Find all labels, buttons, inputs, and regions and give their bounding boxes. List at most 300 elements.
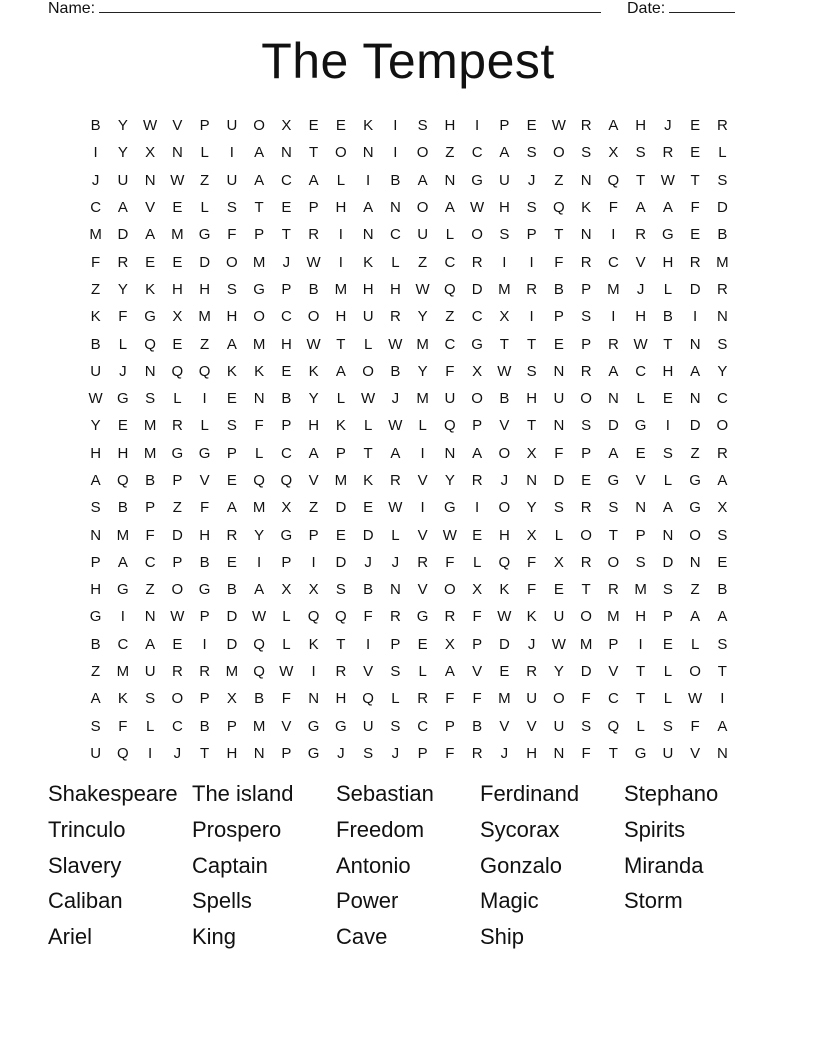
grid-letter[interactable]: P xyxy=(553,308,564,326)
grid-letter[interactable]: I xyxy=(638,635,643,653)
grid-letter[interactable]: W xyxy=(388,335,403,353)
grid-letter[interactable]: S xyxy=(581,717,592,735)
grid-letter[interactable]: C xyxy=(280,171,292,189)
grid-letter[interactable]: Z xyxy=(91,663,101,681)
grid-letter[interactable]: P xyxy=(145,499,156,517)
grid-letter[interactable]: O xyxy=(253,117,265,135)
grid-letter[interactable]: T xyxy=(363,444,373,462)
grid-letter[interactable]: R xyxy=(389,472,401,489)
grid-letter[interactable]: G xyxy=(335,717,347,735)
grid-letter[interactable]: H xyxy=(389,280,401,298)
grid-letter[interactable]: S xyxy=(335,581,346,599)
grid-letter[interactable]: I xyxy=(366,171,371,189)
grid-letter[interactable]: T xyxy=(527,417,537,435)
grid-letter[interactable]: K xyxy=(90,308,101,326)
grid-letter[interactable]: Z xyxy=(200,335,210,353)
grid-letter[interactable]: U xyxy=(526,690,538,708)
grid-letter[interactable]: F xyxy=(472,690,482,708)
grid-letter[interactable]: N xyxy=(253,390,265,408)
grid-letter[interactable]: Q xyxy=(253,663,265,681)
grid-letter[interactable]: L xyxy=(636,390,645,408)
grid-letter[interactable]: M xyxy=(334,472,348,489)
grid-letter[interactable]: Z xyxy=(91,280,101,298)
grid-letter[interactable]: I xyxy=(502,253,507,271)
grid-letter[interactable]: O xyxy=(689,663,701,681)
grid-letter[interactable]: H xyxy=(335,690,347,708)
grid-letter[interactable]: C xyxy=(280,444,292,462)
grid-letter[interactable]: C xyxy=(389,226,401,244)
grid-letter[interactable]: R xyxy=(580,253,592,271)
grid-letter[interactable]: K xyxy=(335,417,346,435)
grid-letter[interactable]: A xyxy=(145,635,156,653)
grid-letter[interactable]: V xyxy=(635,472,646,489)
grid-letter[interactable]: U xyxy=(144,663,156,681)
grid-letter[interactable]: A xyxy=(717,472,728,489)
grid-letter[interactable]: K xyxy=(363,253,374,271)
grid-letter[interactable]: W xyxy=(442,526,457,544)
grid-letter[interactable]: S xyxy=(526,144,537,162)
grid-letter[interactable]: W xyxy=(143,117,158,135)
grid-letter[interactable]: R xyxy=(580,499,592,517)
grid-letter[interactable]: F xyxy=(445,690,455,708)
grid-letter[interactable]: N xyxy=(362,144,374,162)
grid-letter[interactable]: Q xyxy=(117,472,129,489)
grid-letter[interactable]: G xyxy=(117,390,129,408)
grid-letter[interactable]: Q xyxy=(335,608,347,626)
grid-letter[interactable]: P xyxy=(172,553,183,571)
grid-letter[interactable]: P xyxy=(281,417,292,435)
grid-letter[interactable]: B xyxy=(717,581,728,599)
grid-letter[interactable]: O xyxy=(226,253,238,271)
grid-letter[interactable]: E xyxy=(335,117,346,135)
grid-letter[interactable]: R xyxy=(580,553,592,571)
grid-letter[interactable]: A xyxy=(608,117,619,135)
grid-letter[interactable]: D xyxy=(607,417,619,435)
grid-letter[interactable]: G xyxy=(198,226,211,244)
grid-letter[interactable]: A xyxy=(417,171,428,189)
grid-letter[interactable]: F xyxy=(690,717,700,735)
grid-letter[interactable]: B xyxy=(499,390,510,408)
grid-letter[interactable]: Z xyxy=(445,144,455,162)
grid-letter[interactable]: X xyxy=(472,581,483,599)
grid-letter[interactable]: Y xyxy=(117,144,128,162)
grid-letter[interactable]: N xyxy=(144,608,156,626)
grid-letter[interactable]: Z xyxy=(445,308,455,326)
grid-letter[interactable]: Y xyxy=(254,526,265,544)
grid-letter[interactable]: G xyxy=(471,171,483,189)
grid-letter[interactable]: R xyxy=(171,417,183,435)
grid-letter[interactable]: M xyxy=(607,280,620,298)
grid-letter[interactable]: B xyxy=(226,581,237,599)
grid-letter[interactable]: J xyxy=(91,171,100,189)
grid-letter[interactable]: T xyxy=(636,171,646,189)
grid-letter[interactable]: A xyxy=(117,553,128,571)
grid-letter[interactable]: U xyxy=(226,171,238,189)
grid-letter[interactable]: E xyxy=(117,417,128,435)
grid-letter[interactable]: Q xyxy=(498,553,511,571)
grid-letter[interactable]: N xyxy=(308,690,320,708)
grid-letter[interactable]: N xyxy=(580,226,592,244)
grid-letter[interactable]: T xyxy=(200,744,210,762)
grid-letter[interactable]: S xyxy=(662,444,673,462)
grid-letter[interactable]: Y xyxy=(117,117,128,135)
grid-letter[interactable]: S xyxy=(145,690,156,708)
grid-letter[interactable]: A xyxy=(90,472,101,489)
grid-letter[interactable]: G xyxy=(634,744,647,762)
grid-letter[interactable]: S xyxy=(717,335,728,353)
grid-letter[interactable]: T xyxy=(608,526,618,544)
grid-letter[interactable]: O xyxy=(362,362,374,380)
name-blank-line[interactable] xyxy=(99,0,601,13)
grid-letter[interactable]: S xyxy=(226,199,237,217)
grid-letter[interactable]: R xyxy=(389,608,401,626)
grid-letter[interactable]: M xyxy=(579,635,593,653)
grid-letter[interactable]: X xyxy=(281,581,292,599)
grid-letter[interactable]: A xyxy=(608,444,619,462)
grid-letter[interactable]: V xyxy=(172,117,183,135)
grid-letter[interactable]: Z xyxy=(690,581,700,599)
grid-letter[interactable]: T xyxy=(608,744,618,762)
grid-letter[interactable]: T xyxy=(663,335,673,353)
grid-letter[interactable]: L xyxy=(200,144,209,162)
grid-letter[interactable]: R xyxy=(716,280,728,298)
grid-letter[interactable]: T xyxy=(717,663,727,681)
grid-letter[interactable]: E xyxy=(553,581,564,599)
grid-letter[interactable]: V xyxy=(145,199,156,217)
grid-letter[interactable]: N xyxy=(580,171,592,189)
grid-letter[interactable]: O xyxy=(498,444,511,462)
grid-letter[interactable]: X xyxy=(553,553,564,571)
grid-letter[interactable]: K xyxy=(581,199,592,217)
grid-letter[interactable]: M xyxy=(171,226,184,244)
grid-letter[interactable]: H xyxy=(171,280,183,298)
grid-letter[interactable]: F xyxy=(200,499,210,517)
grid-letter[interactable]: X xyxy=(226,690,237,708)
grid-letter[interactable]: N xyxy=(553,744,565,762)
grid-letter[interactable]: R xyxy=(471,253,483,271)
grid-letter[interactable]: G xyxy=(662,226,674,244)
grid-letter[interactable]: I xyxy=(529,308,534,326)
grid-letter[interactable]: A xyxy=(226,335,237,353)
grid-letter[interactable]: T xyxy=(636,690,646,708)
grid-letter[interactable]: H xyxy=(526,390,538,408)
grid-letter[interactable]: G xyxy=(634,417,647,435)
grid-letter[interactable]: E xyxy=(226,390,237,408)
grid-letter[interactable]: Y xyxy=(417,308,428,326)
grid-letter[interactable]: L xyxy=(663,472,673,489)
grid-letter[interactable]: N xyxy=(362,226,374,244)
grid-letter[interactable]: M xyxy=(143,417,157,435)
grid-letter[interactable]: E xyxy=(172,199,183,217)
grid-letter[interactable]: R xyxy=(171,663,183,681)
grid-letter[interactable]: G xyxy=(253,280,265,298)
grid-letter[interactable]: P xyxy=(226,444,237,462)
grid-letter[interactable]: S xyxy=(635,553,646,571)
grid-letter[interactable]: M xyxy=(225,663,239,681)
grid-letter[interactable]: O xyxy=(416,144,429,162)
grid-letter[interactable]: P xyxy=(281,744,292,762)
grid-letter[interactable]: O xyxy=(553,144,565,162)
grid-letter[interactable]: F xyxy=(581,690,591,708)
grid-letter[interactable]: W xyxy=(497,608,512,626)
grid-letter[interactable]: N xyxy=(553,417,565,435)
grid-letter[interactable]: G xyxy=(607,472,620,489)
grid-letter[interactable]: R xyxy=(417,553,429,571)
grid-letter[interactable]: A xyxy=(226,499,237,517)
grid-letter[interactable]: L xyxy=(391,526,400,544)
grid-letter[interactable]: W xyxy=(551,117,566,135)
grid-letter[interactable]: W xyxy=(660,171,675,189)
grid-letter[interactable]: V xyxy=(199,472,210,489)
grid-letter[interactable]: O xyxy=(416,199,429,217)
grid-letter[interactable]: P xyxy=(254,226,265,244)
grid-letter[interactable]: A xyxy=(335,362,346,380)
grid-letter[interactable]: V xyxy=(281,717,292,735)
grid-letter[interactable]: O xyxy=(580,526,592,544)
grid-letter[interactable]: A xyxy=(117,199,128,217)
grid-letter[interactable]: E xyxy=(308,117,319,135)
grid-letter[interactable]: T xyxy=(281,226,291,244)
grid-letter[interactable]: Q xyxy=(444,280,456,298)
grid-letter[interactable]: T xyxy=(499,335,509,353)
grid-letter[interactable]: W xyxy=(388,499,403,517)
grid-letter[interactable]: N xyxy=(526,472,538,489)
grid-letter[interactable]: B xyxy=(90,117,101,135)
grid-letter[interactable]: T xyxy=(690,171,700,189)
grid-letter[interactable]: D xyxy=(580,663,592,681)
grid-letter[interactable]: W xyxy=(470,199,485,217)
grid-letter[interactable]: W xyxy=(252,608,267,626)
grid-letter[interactable]: A xyxy=(444,663,455,681)
grid-letter[interactable]: H xyxy=(226,308,238,326)
grid-letter[interactable]: A xyxy=(499,144,510,162)
grid-letter[interactable]: L xyxy=(336,390,346,408)
grid-letter[interactable]: A xyxy=(254,144,265,162)
grid-letter[interactable]: I xyxy=(475,117,480,135)
grid-letter[interactable]: S xyxy=(417,117,428,135)
grid-letter[interactable]: E xyxy=(581,472,592,489)
grid-letter[interactable]: I xyxy=(120,608,125,626)
grid-letter[interactable]: L xyxy=(554,526,564,544)
grid-letter[interactable]: J xyxy=(364,553,372,571)
grid-letter[interactable]: S xyxy=(581,417,592,435)
grid-letter[interactable]: B xyxy=(390,171,401,189)
grid-letter[interactable]: D xyxy=(335,499,347,517)
grid-letter[interactable]: N xyxy=(635,499,647,517)
grid-letter[interactable]: N xyxy=(607,390,619,408)
grid-letter[interactable]: Y xyxy=(90,417,101,435)
grid-letter[interactable]: G xyxy=(171,444,184,462)
grid-letter[interactable]: F xyxy=(91,253,101,271)
grid-letter[interactable]: G xyxy=(198,444,211,462)
grid-letter[interactable]: G xyxy=(280,526,293,544)
grid-letter[interactable]: O xyxy=(171,581,184,599)
grid-letter[interactable]: O xyxy=(335,144,347,162)
grid-letter[interactable]: L xyxy=(118,335,128,353)
grid-letter[interactable]: U xyxy=(90,744,102,762)
grid-letter[interactable]: D xyxy=(689,417,701,435)
grid-letter[interactable]: F xyxy=(690,199,700,217)
grid-letter[interactable]: A xyxy=(145,226,156,244)
grid-letter[interactable]: O xyxy=(444,581,456,599)
grid-letter[interactable]: E xyxy=(717,553,728,571)
grid-letter[interactable]: N xyxy=(689,390,701,408)
grid-letter[interactable]: H xyxy=(280,335,292,353)
grid-letter[interactable]: K xyxy=(226,362,237,380)
grid-letter[interactable]: D xyxy=(362,526,374,544)
grid-letter[interactable]: X xyxy=(444,635,455,653)
grid-letter[interactable]: R xyxy=(607,581,619,599)
grid-letter[interactable]: I xyxy=(720,690,725,708)
grid-letter[interactable]: G xyxy=(416,608,429,626)
grid-letter[interactable]: W xyxy=(361,390,376,408)
grid-letter[interactable]: L xyxy=(663,280,673,298)
grid-letter[interactable]: U xyxy=(226,117,238,135)
grid-letter[interactable]: X xyxy=(281,499,292,517)
grid-letter[interactable]: L xyxy=(254,444,264,462)
grid-letter[interactable]: Q xyxy=(253,472,265,489)
grid-letter[interactable]: A xyxy=(717,608,728,626)
grid-letter[interactable]: B xyxy=(281,390,292,408)
grid-letter[interactable]: Q xyxy=(444,417,456,435)
grid-letter[interactable]: W xyxy=(170,171,185,189)
grid-letter[interactable]: K xyxy=(526,608,537,626)
grid-letter[interactable]: L xyxy=(663,663,673,681)
grid-letter[interactable]: P xyxy=(526,226,537,244)
grid-letter[interactable]: Y xyxy=(417,362,428,380)
grid-letter[interactable]: D xyxy=(498,635,510,653)
grid-letter[interactable]: N xyxy=(90,526,102,544)
grid-letter[interactable]: G xyxy=(689,499,701,517)
grid-letter[interactable]: E xyxy=(499,663,510,681)
grid-letter[interactable]: L xyxy=(200,417,209,435)
grid-letter[interactable]: F xyxy=(118,717,128,735)
grid-letter[interactable]: L xyxy=(173,390,182,408)
grid-letter[interactable]: K xyxy=(254,362,265,380)
grid-letter[interactable]: P xyxy=(226,717,237,735)
grid-letter[interactable]: T xyxy=(336,335,346,353)
grid-letter[interactable]: I xyxy=(93,144,98,162)
grid-letter[interactable]: P xyxy=(444,717,455,735)
grid-letter[interactable]: H xyxy=(498,199,510,217)
grid-letter[interactable]: D xyxy=(471,280,483,298)
grid-letter[interactable]: E xyxy=(172,635,183,653)
grid-letter[interactable]: K xyxy=(499,581,510,599)
grid-letter[interactable]: P xyxy=(308,199,319,217)
grid-letter[interactable]: V xyxy=(635,253,646,271)
grid-letter[interactable]: N xyxy=(444,171,456,189)
grid-letter[interactable]: D xyxy=(553,472,565,489)
grid-letter[interactable]: G xyxy=(117,581,129,599)
grid-letter[interactable]: S xyxy=(526,199,537,217)
grid-letter[interactable]: C xyxy=(444,253,456,271)
grid-letter[interactable]: G xyxy=(198,581,211,599)
grid-letter[interactable]: I xyxy=(420,444,425,462)
grid-letter[interactable]: E xyxy=(172,335,183,353)
grid-letter[interactable]: H xyxy=(526,744,538,762)
grid-letter[interactable]: H xyxy=(90,581,102,599)
grid-letter[interactable]: P xyxy=(281,280,292,298)
grid-letter[interactable]: F xyxy=(608,199,618,217)
grid-letter[interactable]: Y xyxy=(526,499,537,517)
grid-letter[interactable]: R xyxy=(471,744,483,762)
grid-letter[interactable]: B xyxy=(390,362,401,380)
grid-letter[interactable]: F xyxy=(445,553,455,571)
grid-letter[interactable]: D xyxy=(171,526,183,544)
grid-letter[interactable]: C xyxy=(280,308,292,326)
grid-letter[interactable]: S xyxy=(226,280,237,298)
grid-letter[interactable]: C xyxy=(417,717,429,735)
grid-letter[interactable]: I xyxy=(148,744,153,762)
grid-letter[interactable]: G xyxy=(144,308,156,326)
grid-letter[interactable]: I xyxy=(202,635,207,653)
grid-letter[interactable]: O xyxy=(307,308,320,326)
grid-letter[interactable]: B xyxy=(553,280,564,298)
grid-letter[interactable]: J xyxy=(391,390,400,408)
grid-letter[interactable]: W xyxy=(633,335,648,353)
grid-letter[interactable]: P xyxy=(390,635,401,653)
grid-letter[interactable]: Z xyxy=(145,581,155,599)
grid-letter[interactable]: X xyxy=(608,144,619,162)
grid-letter[interactable]: M xyxy=(116,663,130,681)
grid-letter[interactable]: R xyxy=(471,472,483,489)
grid-letter[interactable]: J xyxy=(282,253,291,271)
grid-letter[interactable]: E xyxy=(145,253,156,271)
grid-letter[interactable]: X xyxy=(526,526,537,544)
grid-letter[interactable]: O xyxy=(580,608,592,626)
grid-letter[interactable]: Z xyxy=(309,499,319,517)
grid-letter[interactable]: E xyxy=(226,553,237,571)
grid-letter[interactable]: V xyxy=(417,526,428,544)
grid-letter[interactable]: B xyxy=(145,472,156,489)
grid-letter[interactable]: H xyxy=(662,362,674,380)
grid-letter[interactable]: H xyxy=(662,253,674,271)
grid-letter[interactable]: B xyxy=(90,635,101,653)
grid-letter[interactable]: L xyxy=(363,335,373,353)
grid-letter[interactable]: Y xyxy=(717,362,728,380)
grid-letter[interactable]: V xyxy=(690,744,701,762)
grid-letter[interactable]: F xyxy=(472,608,482,626)
grid-letter[interactable]: E xyxy=(526,117,537,135)
grid-letter[interactable]: R xyxy=(526,280,538,298)
grid-letter[interactable]: C xyxy=(607,690,619,708)
grid-letter[interactable]: P xyxy=(308,526,319,544)
grid-letter[interactable]: Z xyxy=(418,253,428,271)
grid-letter[interactable]: F xyxy=(363,608,373,626)
grid-letter[interactable]: H xyxy=(498,526,510,544)
grid-letter[interactable]: B xyxy=(472,717,483,735)
grid-letter[interactable]: L xyxy=(418,663,427,681)
grid-letter[interactable]: C xyxy=(471,308,483,326)
grid-letter[interactable]: N xyxy=(662,526,674,544)
grid-letter[interactable]: S xyxy=(390,717,401,735)
grid-letter[interactable]: P xyxy=(199,117,210,135)
grid-letter[interactable]: G xyxy=(689,472,701,489)
grid-letter[interactable]: X xyxy=(717,499,728,517)
grid-letter[interactable]: I xyxy=(693,308,698,326)
grid-letter[interactable]: L xyxy=(363,417,373,435)
grid-letter[interactable]: N xyxy=(144,171,156,189)
grid-letter[interactable]: I xyxy=(665,417,670,435)
grid-letter[interactable]: H xyxy=(635,308,647,326)
grid-letter[interactable]: S xyxy=(581,308,592,326)
grid-letter[interactable]: O xyxy=(471,226,483,244)
grid-letter[interactable]: M xyxy=(716,253,729,271)
grid-letter[interactable]: S xyxy=(90,499,101,517)
grid-letter[interactable]: A xyxy=(690,362,701,380)
grid-letter[interactable]: A xyxy=(363,199,374,217)
grid-letter[interactable]: D xyxy=(226,635,238,653)
